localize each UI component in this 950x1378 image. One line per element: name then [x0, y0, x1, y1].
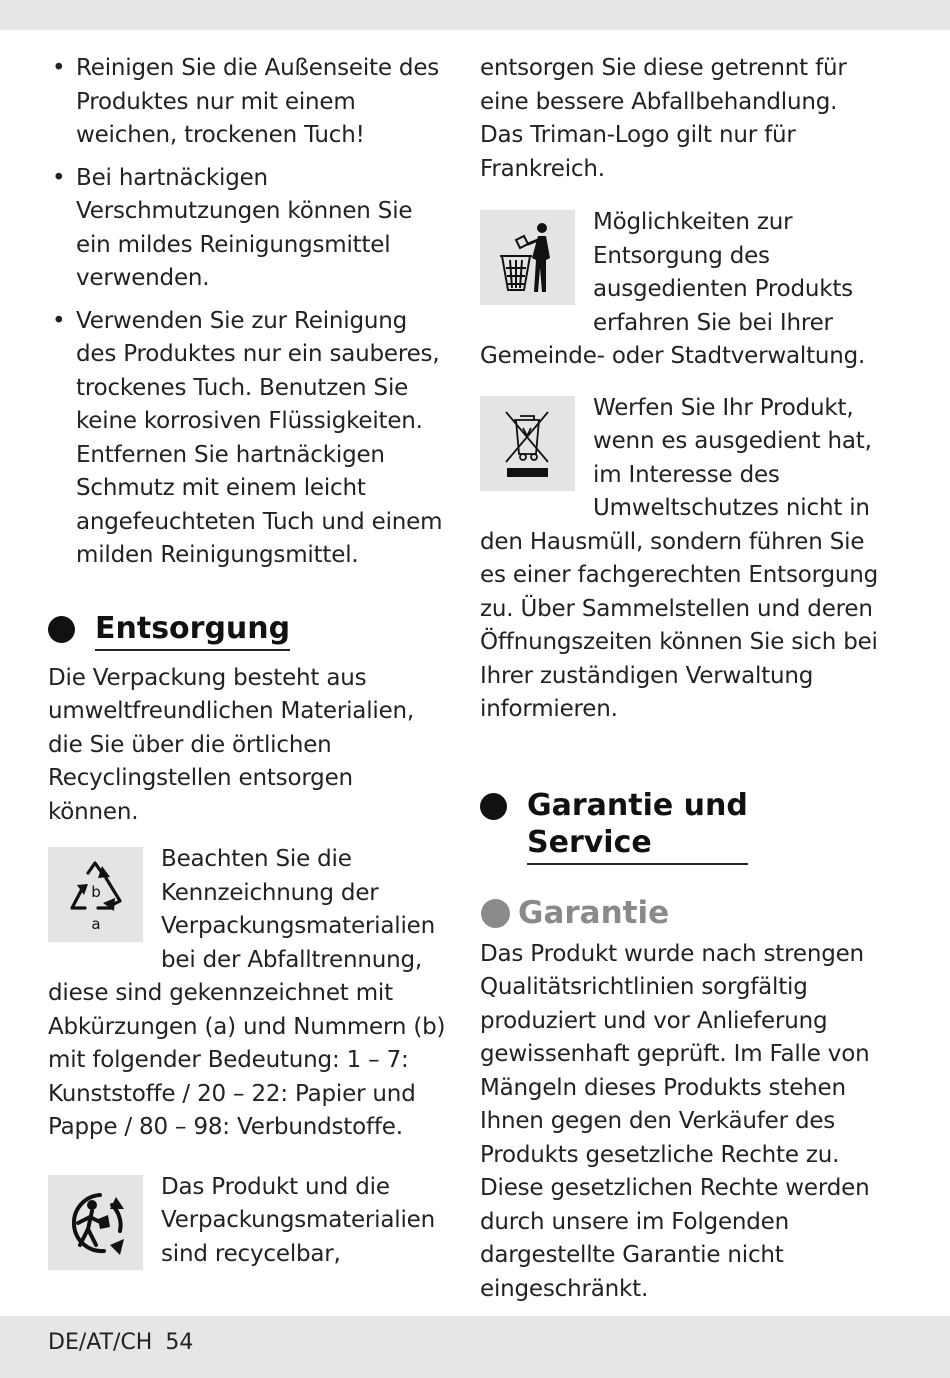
recycle-block: [48, 843, 446, 1145]
crossed-wheelie-bin-icon: [480, 396, 575, 491]
section-heading-entsorgung: [48, 610, 446, 651]
recycling-triangle-icon: [48, 847, 143, 942]
left-column: [48, 52, 446, 1274]
footer: [48, 1330, 193, 1356]
subsection-heading-title: Garantie: [518, 894, 670, 931]
heading-bullet-icon: [480, 793, 507, 820]
recycle-label-a: a: [91, 915, 101, 933]
heading-line-2: Service: [527, 824, 652, 860]
heading-line-1: Garantie und: [527, 787, 748, 823]
trash-block: [480, 206, 880, 374]
section-heading-garantie-und-service: [480, 787, 880, 865]
section-heading-title: Entsorgung: [95, 610, 290, 651]
triman-block: [48, 1171, 446, 1274]
triman-paragraph: Das Produkt und die Verpackungsmaterialien sind recycelbar,: [161, 1173, 435, 1267]
recycle-label-b: b: [91, 883, 101, 901]
entsorgung-paragraph: Die Verpackung besteht aus umweltfreundlichen Materialien, die Sie über die örtlichen Recyclingstellen entsorgen können.: [48, 664, 415, 825]
cleaning-bullet-list: [48, 52, 446, 573]
list-item: • Reinigen Sie die Außenseite des Produktes nur mit einem weichen, trockenen Tuch!: [48, 52, 446, 153]
werfen-paragraph: Werfen Sie Ihr Produkt, wenn es ausgedient hat, im Interesse des Umweltschutzes nicht in den Hausmüll, sondern führen Sie es einer fachgerechten Entsorgung zu. Über Sammelstellen und deren Öffnungszeiten können Sie sich bei Ihrer zuständigen Verwaltung informieren.: [480, 394, 879, 722]
triman-logo-icon: [48, 1175, 143, 1270]
heading-bullet-icon: [48, 616, 75, 643]
triman-continued-paragraph: entsorgen Sie diese getrennt für eine bessere Abfallbehandlung. Das Triman-Logo gilt nur für Frankreich.: [480, 55, 847, 182]
person-trash-bin-icon: [480, 210, 575, 305]
list-item: • Bei hartnäckigen Verschmutzungen können Sie ein mildes Reinigungsmittel verwenden.: [48, 162, 446, 296]
right-column: [480, 52, 880, 1306]
moeglichkeiten-paragraph: Möglichkeiten zur Entsorgung des ausgedienten Produkts erfahren Sie bei Ihrer Gemeinde- oder Stadtverwaltung.: [480, 209, 866, 369]
kennzeichnung-paragraph: Beachten Sie die Kennzeichnung der Verpackungsmaterialien bei der Abfalltrennung, diese sind gekennzeichnet mit Abkürzungen (a) und Nummern (b) mit folgender Bedeutung: 1 – 7: Kunststoffe / 20 – 22: Papier und Pappe / 80 – 98: Verbundstoffe.: [48, 846, 446, 1140]
section-heading-title: [527, 787, 748, 865]
footer-region: DE/AT/CH: [48, 1330, 153, 1355]
garantie-paragraph: Das Produkt wurde nach strengen Qualitätsrichtlinien sorgfältig produziert und vor Anlieferung gewissenhaft geprüft. Im Falle von Mängeln dieses Produkts stehen Ihnen gegen den Verkäufer des Produkts gesetzliche Rechte zu. Diese gesetzlichen Rechte werden durch unsere im Folgenden dargestellte Garantie nicht eingeschränkt.: [480, 940, 870, 1302]
top-bar: [0, 0, 950, 30]
list-item: • Verwenden Sie zur Reinigung des Produktes nur ein sauberes, trockenes Tuch. Benutzen Sie keine korrosiven Flüssigkeiten. Entfernen Sie hartnäckigen Schmutz mit einem leicht angefeuchteten Tuch und einem milden Reinigungsmittel.: [48, 305, 446, 573]
subsection-heading-garantie: [480, 895, 880, 932]
weee-block: [480, 392, 880, 727]
subheading-bullet-icon: [481, 899, 510, 928]
page-number: 54: [165, 1330, 194, 1355]
